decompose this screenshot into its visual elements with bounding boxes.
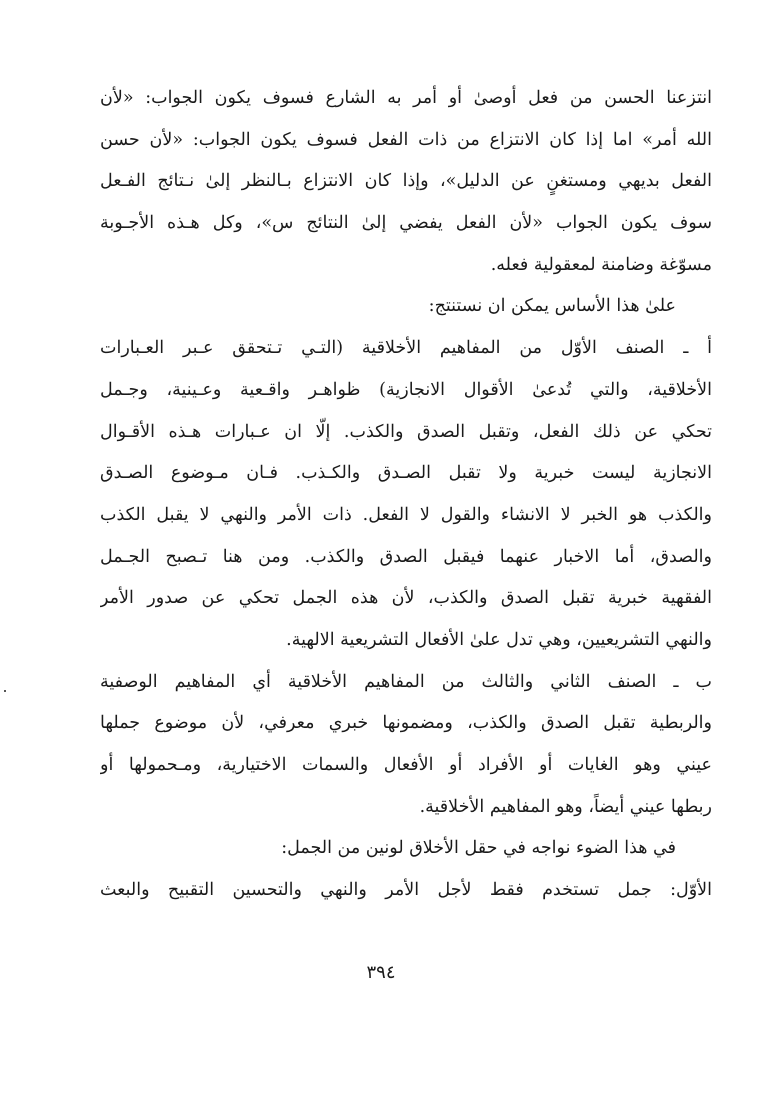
page-body — [100, 78, 712, 912]
text-line: والربطية تقبل الصدق والكذب، ومضمونها خبري معرفي، لأن موضوع جملها — [100, 713, 712, 734]
text-line: سوف يكون الجواب «لأن الفعل يفضي إلىٰ النتائج س»، وكل هـذه الأجـوبة — [100, 213, 712, 234]
text-line: والكذب هو الخبر لا الانشاء والقول لا الفعل. ذات الأمر والنهي لا يقبل الكذب — [100, 504, 712, 525]
scan-speck — [4, 690, 6, 692]
text-line: عيني وهو الغايات أو الأفراد أو الأفعال والسمات الاختيارية، ومـحمولها أو — [100, 755, 712, 775]
page-number: ٣٩٤ — [366, 962, 396, 983]
text-line: والصدق، أما الاخبار عنهما فيقبل الصدق والكذب. ومن هنا تـصبح الجـمل — [100, 546, 712, 567]
text-line: علىٰ هذا الأساس يمكن ان نستنتج: — [428, 296, 676, 317]
text-line: ب ـ الصنف الثاني والثالث من المفاهيم الأخلاقية أي المفاهيم الوصفية — [100, 671, 712, 692]
text-line: الانجازية ليست خبرية ولا تقبل الصـدق والكـذب. فـان مـوضوع الصـدق — [100, 463, 712, 484]
text-line: ربطها عيني أيضاً، وهو المفاهيم الأخلاقية. — [419, 796, 712, 817]
text-line: تحكي عن ذلك الفعل، وتقبل الصدق والكذب. إلّا ان عـبارات هـذه الأقـوال — [100, 421, 712, 442]
text-line: مسوّغة وضامنة لمعقولية فعله. — [490, 254, 712, 275]
text-line: أ ـ الصنف الأوّل من المفاهيم الأخلاقية (التـي تـتحقق عـبر العـبارات — [100, 338, 712, 359]
text-line: الفقهية خبرية تقبل الصدق والكذب، لأن هذه الجمل تحكي عن صدور الأمر — [100, 588, 712, 609]
text-line: انتزعنا الحسن من فعل أوصىٰ أو أمر به الشارع فسوف يكون الجواب: «لأن — [100, 88, 712, 108]
text-line: الله أمر» اما إذا كان الانتزاع من ذات الفعل فسوف يكون الجواب: «لأن حسن — [100, 129, 712, 150]
text-line: الأوّل: جمل تستخدم فقط لأجل الأمر والنهي والتحسين التقبيح والبعث — [100, 880, 712, 901]
text-line: في هذا الضوء نواجه في حقل الأخلاق لونين من الجمل: — [281, 838, 676, 859]
text-line: والنهي التشريعيين، وهي تدل علىٰ الأفعال التشريعية الالهية. — [286, 629, 712, 650]
text-line: الأخلاقية، والتي تُدعىٰ الأقوال الانجازية) ظواهـر واقـعية وعـينية، وجـمل — [100, 379, 712, 400]
text-line: الفعل بديهي ومستغنٍ عن الدليل»، وإذا كان الانتزاع بـالنظر إلىٰ نـتائج الفـعل — [100, 171, 712, 192]
